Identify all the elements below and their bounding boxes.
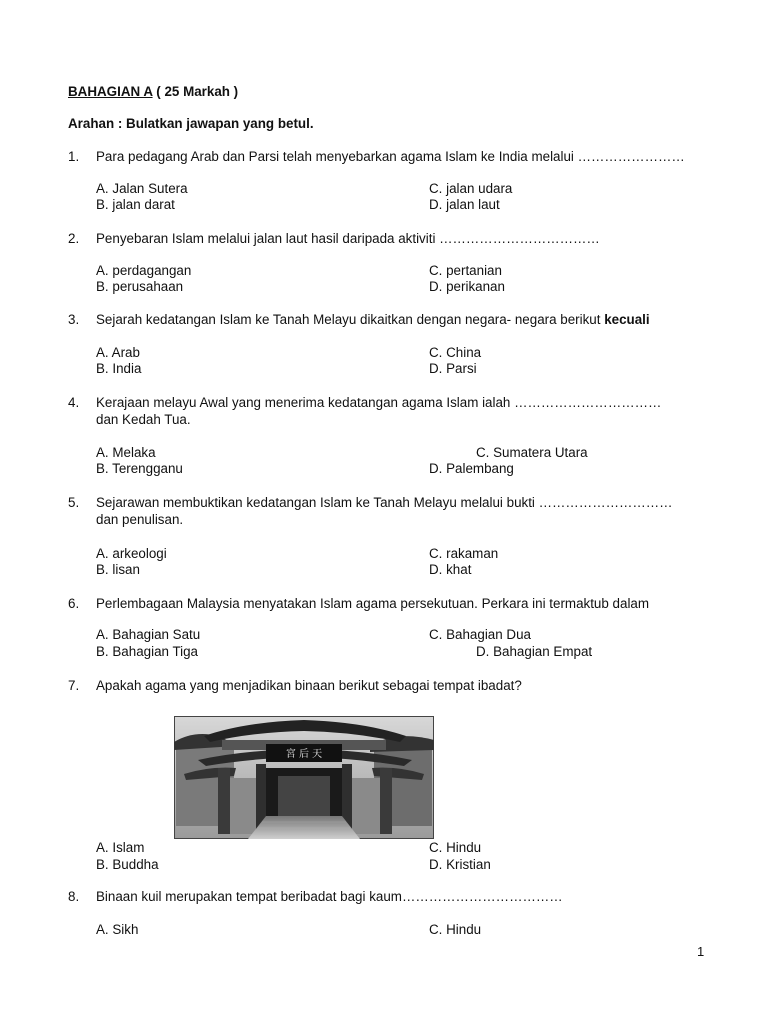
question-number: 1.: [68, 149, 80, 164]
page-number: 1: [697, 944, 705, 959]
option-c[interactable]: C. pertanian: [429, 263, 502, 278]
option-d[interactable]: D. Palembang: [429, 461, 514, 476]
option-d[interactable]: D. Bahagian Empat: [476, 644, 593, 659]
question-number: 8.: [68, 889, 80, 904]
option-c[interactable]: C. China: [429, 345, 482, 360]
option-a[interactable]: A. Bahagian Satu: [96, 627, 201, 642]
option-b[interactable]: B. India: [96, 361, 142, 376]
question-text: Perlembagaan Malaysia menyatakan Islam agama persekutuan. Perkara ini termaktub dalam: [96, 596, 650, 611]
instruction: Arahan : Bulatkan jawapan yang betul.: [68, 116, 314, 131]
section-heading: [68, 84, 238, 99]
question-7: [68, 678, 708, 695]
question-number: 6.: [68, 596, 80, 611]
question-4: [68, 395, 708, 427]
option-c[interactable]: C. Sumatera Utara: [476, 445, 588, 460]
question-text: Kerajaan melayu Awal yang menerima kedatangan agama Islam ialah ……………………………: [96, 395, 662, 410]
question-text: Sejarawan membuktikan kedatangan Islam ke Tanah Melayu melalui bukti …………………………: [96, 495, 673, 510]
option-b[interactable]: B. perusahaan: [96, 279, 184, 294]
option-a[interactable]: A. Islam: [96, 840, 145, 855]
option-d[interactable]: D. jalan laut: [429, 197, 500, 212]
option-c[interactable]: C. jalan udara: [429, 181, 513, 196]
question-text-continued: dan Kedah Tua.: [96, 412, 191, 427]
section-marks: ( 25 Markah ): [152, 84, 239, 99]
question-number: 3.: [68, 312, 80, 327]
question-text: Binaan kuil merupakan tempat beribadat bagi kaum………………………………: [96, 889, 563, 904]
question-emphasis: kecuali: [604, 312, 650, 327]
option-a[interactable]: A. Jalan Sutera: [96, 181, 188, 196]
sign-text: 宮 后 天: [285, 749, 323, 760]
option-c[interactable]: C. Hindu: [429, 922, 482, 937]
option-b[interactable]: B. lisan: [96, 562, 140, 577]
option-a[interactable]: A. Sikh: [96, 922, 139, 937]
temple-gate-photo: [174, 716, 434, 839]
question-text-main: Sejarah kedatangan Islam ke Tanah Melayu dikaitkan dengan negara- negara berikut: [96, 312, 605, 327]
option-b[interactable]: B. Bahagian Tiga: [96, 644, 198, 659]
option-a[interactable]: A. arkeologi: [96, 546, 167, 561]
option-a[interactable]: A. Arab: [96, 345, 140, 360]
section-title: BAHAGIAN A: [68, 84, 153, 99]
question-text: [96, 312, 650, 327]
question-1: [68, 149, 708, 166]
option-d[interactable]: D. khat: [429, 562, 472, 577]
question-6: [68, 596, 708, 613]
question-number: 4.: [68, 395, 80, 410]
option-a[interactable]: A. perdagangan: [96, 263, 192, 278]
question-2: [68, 231, 708, 248]
question-number: 5.: [68, 495, 80, 510]
option-b[interactable]: B. Terengganu: [96, 461, 183, 476]
option-a[interactable]: A. Melaka: [96, 445, 156, 460]
option-d[interactable]: D. Parsi: [429, 361, 477, 376]
question-number: 2.: [68, 231, 80, 246]
question-text-continued: dan penulisan.: [96, 512, 184, 527]
option-c[interactable]: C. rakaman: [429, 546, 499, 561]
question-number: 7.: [68, 678, 80, 693]
question-5: [68, 495, 708, 527]
option-c[interactable]: C. Bahagian Dua: [429, 627, 531, 642]
option-b[interactable]: B. jalan darat: [96, 197, 175, 212]
option-c[interactable]: C. Hindu: [429, 840, 482, 855]
question-3: [68, 312, 708, 329]
option-d[interactable]: D. perikanan: [429, 279, 505, 294]
option-d[interactable]: D. Kristian: [429, 857, 491, 872]
question-text: Penyebaran Islam melalui jalan laut hasil daripada aktiviti ………………………………: [96, 231, 600, 246]
question-text: Apakah agama yang menjadikan binaan berikut sebagai tempat ibadat?: [96, 678, 522, 693]
question-8: [68, 889, 708, 906]
option-b[interactable]: B. Buddha: [96, 857, 159, 872]
question-text: Para pedagang Arab dan Parsi telah menyebarkan agama Islam ke India melalui ……………………: [96, 149, 685, 164]
